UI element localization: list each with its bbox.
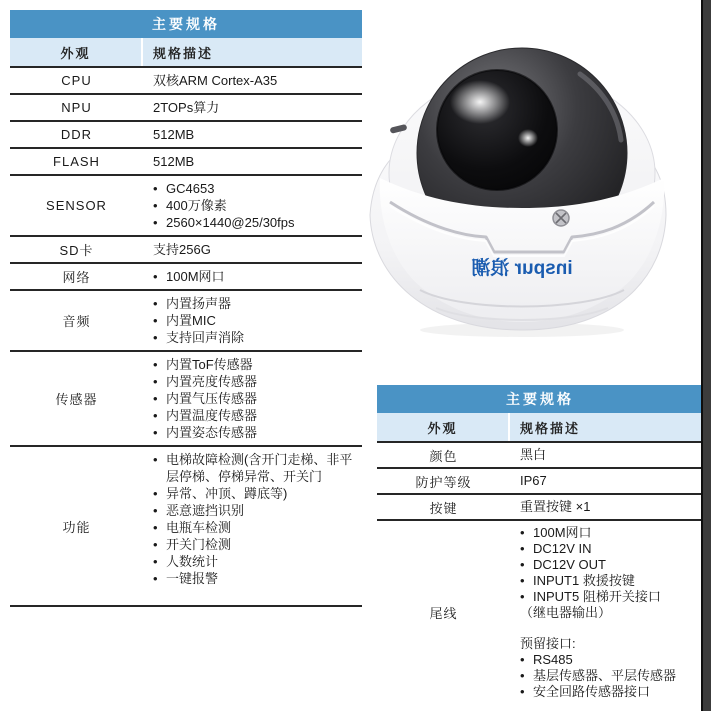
table-row (377, 521, 703, 704)
bullet-line (153, 197, 360, 214)
bullet-icon: • (153, 357, 158, 372)
bullet-icon: • (520, 684, 525, 699)
bullet-icon: • (153, 425, 158, 440)
bullet-line (520, 573, 701, 589)
text-line (153, 153, 360, 170)
column-header-appearance: 外观 (60, 45, 91, 61)
line-text: 支持256G (153, 242, 211, 257)
bullet-line (153, 485, 360, 502)
row-label: 尾线 (429, 606, 458, 621)
bullet-line (153, 390, 360, 407)
line-text: 支持回声消除 (166, 330, 245, 345)
row-label: SD卡 (59, 243, 94, 258)
spacer-line (520, 621, 701, 636)
bullet-line (153, 268, 360, 285)
row-content (143, 122, 362, 147)
text-line (153, 72, 360, 89)
bullet-icon: • (153, 296, 158, 311)
line-text: 512MB (153, 154, 195, 169)
table-subheader (10, 38, 362, 68)
bullet-line (520, 684, 701, 700)
table-row (377, 469, 703, 495)
table-row (10, 291, 362, 352)
screw-icon (553, 210, 569, 226)
column-header-description: 规格描述 (153, 45, 214, 61)
line-text: 电梯故障检测(含开门走梯、非平层停梯、停梯异常、开关门 (166, 452, 353, 484)
line-text: 2560×1440@25/30fps (166, 215, 295, 230)
bullet-icon: • (153, 269, 158, 284)
page-edge-strip (701, 0, 711, 711)
table-title: 主要规格 (10, 10, 362, 38)
line-text: 400万像素 (166, 198, 227, 213)
bullet-line (153, 329, 360, 346)
line-text: 内置温度传感器 (166, 408, 258, 423)
row-content (143, 149, 362, 174)
table-row (10, 68, 362, 95)
line-text: 异常、冲顶、蹲底等) (166, 486, 288, 501)
row-content (143, 95, 362, 120)
line-text: 恶意遮挡识别 (166, 503, 245, 518)
bullet-icon: • (153, 571, 158, 586)
row-label: 按键 (429, 500, 458, 516)
row-label: DDR (60, 127, 93, 142)
bullet-line (153, 553, 360, 570)
line-text: 512MB (153, 127, 195, 142)
text-line (520, 447, 701, 463)
bullet-line (153, 180, 360, 197)
bullet-line (153, 295, 360, 312)
bullet-icon: • (153, 520, 158, 535)
bullet-icon: • (153, 503, 158, 518)
bullet-line (520, 652, 701, 668)
bullet-line (153, 424, 360, 441)
line-text: 内置姿态传感器 (166, 425, 258, 440)
bullet-line (520, 541, 701, 557)
table-row (10, 237, 362, 264)
bullet-icon: • (153, 374, 158, 389)
bullet-icon: • (153, 537, 158, 552)
line-text: 内置ToF传感器 (166, 357, 253, 372)
spec-table-main (10, 10, 362, 607)
dome-camera-illustration (368, 40, 668, 340)
table-row (10, 447, 362, 607)
row-label: 功能 (62, 519, 91, 535)
bullet-line (153, 373, 360, 390)
product-photo-dome-camera (368, 40, 668, 340)
bullet-icon: • (153, 391, 158, 406)
row-label: 音频 (62, 314, 91, 329)
bullet-line (153, 451, 360, 485)
line-text: 一键报警 (166, 571, 219, 586)
bullet-icon: • (153, 330, 158, 345)
text-line (520, 636, 701, 652)
line-text: DC12V OUT (533, 557, 606, 572)
row-content (510, 469, 703, 493)
table-title: 主要规格 (377, 385, 703, 413)
table-row (10, 122, 362, 149)
line-text: （继电器输出） (520, 605, 612, 620)
spec-table-secondary (377, 385, 703, 704)
row-label: FLASH (53, 154, 100, 169)
line-text: 预留接口: (520, 636, 576, 651)
table-subheader (377, 413, 703, 443)
row-content (143, 237, 362, 262)
bullet-line (153, 407, 360, 424)
column-header-appearance: 外观 (427, 420, 458, 436)
line-text: 100M网口 (533, 525, 592, 540)
row-label: 网络 (62, 270, 91, 285)
text-line (520, 605, 701, 621)
column-header-description: 规格描述 (520, 420, 581, 436)
text-line (520, 499, 701, 515)
line-text: 重置按键 ×1 (520, 499, 591, 514)
row-content (510, 495, 703, 519)
table-row (10, 176, 362, 237)
line-text: 电瓶车检测 (166, 520, 232, 535)
table-row (377, 495, 703, 521)
line-text: 双核ARM Cortex-A35 (153, 73, 278, 88)
bullet-icon: • (520, 573, 525, 588)
row-content (143, 447, 362, 605)
bullet-icon: • (520, 652, 525, 667)
row-content (510, 521, 703, 704)
line-text: 内置MIC (166, 313, 216, 328)
table-row (10, 352, 362, 447)
bullet-line (153, 536, 360, 553)
bullet-line (153, 312, 360, 329)
bullet-icon: • (153, 181, 158, 196)
bullet-icon: • (153, 408, 158, 423)
bullet-icon: • (153, 198, 158, 213)
bullet-icon: • (153, 452, 158, 467)
bullet-line (153, 519, 360, 536)
dome-highlight-large (450, 80, 510, 124)
bullet-line (520, 557, 701, 573)
row-content (143, 176, 362, 235)
line-text: 黑白 (520, 447, 547, 462)
bullet-line (520, 589, 701, 605)
line-text: 基层传感器、平层传感器 (533, 668, 677, 683)
text-line (153, 126, 360, 143)
line-text: 内置扬声器 (166, 296, 232, 311)
row-content (143, 264, 362, 289)
table-row (10, 149, 362, 176)
table-row (10, 95, 362, 122)
line-text: INPUT1 救援按键 (533, 573, 635, 588)
line-text: IP67 (520, 473, 547, 488)
row-label: 防护等级 (415, 474, 472, 490)
row-label: 传感器 (55, 392, 98, 407)
text-line (520, 473, 701, 489)
line-text: GC4653 (166, 181, 215, 196)
row-content (143, 291, 362, 350)
line-text: 100M网口 (166, 269, 225, 284)
dome-highlight-dot (518, 129, 538, 147)
bullet-icon: • (520, 557, 525, 572)
row-content (143, 352, 362, 445)
line-text: 2TOPs算力 (153, 100, 220, 115)
inspur-logo: inspur 浪潮 (471, 258, 573, 279)
bullet-icon: • (153, 313, 158, 328)
line-text: INPUT5 阻梯开关接口 (533, 589, 661, 604)
row-label: NPU (61, 100, 92, 115)
text-line (153, 99, 360, 116)
row-label: SENSOR (46, 198, 107, 213)
bullet-icon: • (520, 541, 525, 556)
bullet-icon: • (520, 589, 525, 604)
text-line (153, 241, 360, 258)
line-text: 内置气压传感器 (166, 391, 258, 406)
table-body (10, 68, 362, 607)
bullet-line (520, 525, 701, 541)
bullet-line (153, 570, 360, 587)
line-text: RS485 (533, 652, 573, 667)
line-text: DC12V IN (533, 541, 592, 556)
table-row (10, 264, 362, 291)
row-label: 颜色 (429, 448, 458, 464)
line-text: 开关门检测 (166, 537, 232, 552)
row-content (143, 68, 362, 93)
bullet-line (520, 668, 701, 684)
row-label: CPU (61, 73, 92, 88)
table-row (377, 443, 703, 469)
bullet-line (153, 356, 360, 373)
bullet-line (153, 502, 360, 519)
line-text: 人数统计 (166, 554, 219, 569)
line-text: 内置亮度传感器 (166, 374, 258, 389)
row-content (510, 443, 703, 467)
line-text: 安全回路传感器接口 (533, 684, 651, 699)
table-body (377, 443, 703, 704)
bullet-line (153, 214, 360, 231)
bullet-icon: • (153, 215, 158, 230)
bullet-icon: • (520, 525, 525, 540)
bullet-icon: • (153, 486, 158, 501)
bullet-icon: • (520, 668, 525, 683)
bullet-icon: • (153, 554, 158, 569)
